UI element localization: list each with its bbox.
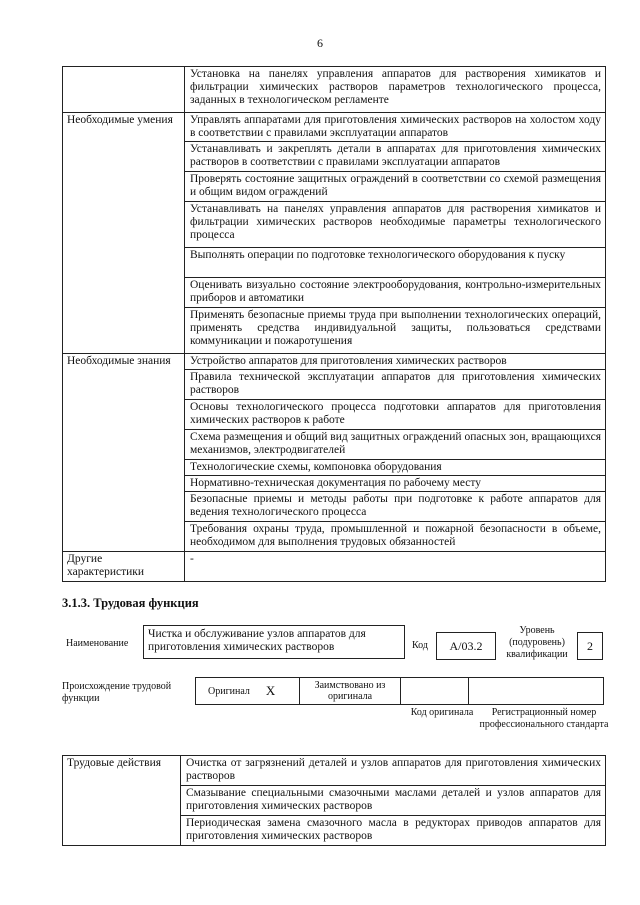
level-value-field: 2 — [577, 632, 603, 660]
table-cell: Схема размещения и общий вид защитных ограждений опасных зон, вращающихся механизмов, электродвигателей — [185, 430, 606, 460]
table-row — [63, 552, 606, 582]
table-cell: Очистка от загрязнений деталей и узлов аппаратов для приготовления химических растворов — [181, 756, 606, 786]
table-cell: Применять безопасные приемы труда при выполнении технологических операций, применять средства индивидуальной защиты, пользоваться средствами коммуникации и пожаротушения — [185, 308, 606, 354]
original-cell — [195, 677, 299, 705]
empty-label-cell — [63, 67, 185, 113]
table-cell: Нормативно-техническая документация по рабочему месту — [185, 476, 606, 492]
original-label: Оригинал — [208, 685, 250, 697]
origin-code-label: Код оригинала — [410, 707, 474, 718]
origin-label: Происхождение трудовой функции — [62, 681, 172, 704]
group-label-knowledge: Необходимые знания — [63, 354, 185, 552]
table-cell: Устанавливать на панелях управления аппаратов для растворения химикатов и фильтрации химических растворов необходимые параметры технологического процесса — [185, 202, 606, 248]
group-label-other: Другие характеристики — [63, 552, 185, 582]
level-label: Уровень (подуровень) квалификации — [506, 625, 568, 660]
table-cell: Технологические схемы, компоновка оборудования — [185, 460, 606, 476]
table-cell: Безопасные приемы и методы работы при подготовке к работе аппаратов для ведения технологического процесса — [185, 492, 606, 522]
labor-actions-table — [62, 755, 606, 846]
skills-knowledge-table — [62, 66, 606, 582]
table-cell: Требования охраны труда, промышленной и пожарной безопасности в объеме, необходимом для выполнения трудовых обязанностей — [185, 522, 606, 552]
table-cell: Устанавливать и закреплять детали в аппаратах для приготовления химических растворов в соответствии с правилами эксплуатации аппаратов — [185, 142, 606, 172]
table-cell: Периодическая замена смазочного масла в редукторах приводов аппаратов для приготовления химических растворов — [181, 816, 606, 846]
table-row — [63, 354, 606, 370]
table-cell: Оценивать визуально состояние электрооборудования, контрольно-измерительных приборов и автоматики — [185, 278, 606, 308]
table-cell: Управлять аппаратами для приготовления химических растворов на холостом ходу в соответствии с правилами эксплуатации аппаратов — [185, 113, 606, 142]
table-cell: Смазывание специальными смазочными маслами деталей и узлов аппаратов для приготовления химических растворов — [181, 786, 606, 816]
group-label-skills: Необходимые умения — [63, 113, 185, 354]
table-row — [63, 113, 606, 142]
section-title: 3.1.3. Трудовая функция — [62, 596, 199, 610]
table-cell: Проверять состояние защитных ограждений в соответствии со схемой размещения и общим видом ограждений — [185, 172, 606, 202]
function-name-field: Чистка и обслуживание узлов аппаратов для приготовления химических растворов — [143, 625, 405, 659]
group-label-actions: Трудовые действия — [63, 756, 181, 846]
page-number: 6 — [317, 36, 323, 50]
reg-number-label: Регистрационный номер профессионального стандарта — [479, 707, 609, 730]
table-row — [63, 756, 606, 786]
table-cell: Установка на панелях управления аппаратов для растворения химикатов и фильтрации химических растворов параметров технологического процесса, заданных в технологическом регламенте — [185, 67, 606, 113]
code-label: Код — [412, 640, 428, 651]
reg-number-cell — [468, 677, 604, 705]
origin-code-cell — [400, 677, 468, 705]
table-cell: - — [185, 552, 606, 582]
table-cell: Устройство аппаратов для приготовления химических растворов — [185, 354, 606, 370]
origin-row — [195, 677, 604, 705]
table-cell: Выполнять операции по подготовке технологического оборудования к пуску — [185, 248, 606, 278]
table-cell: Основы технологического процесса подготовки аппаратов для приготовления химических растворов к работе — [185, 400, 606, 430]
table-cell: Правила технической эксплуатации аппаратов для приготовления химических растворов — [185, 370, 606, 400]
original-mark: X — [265, 683, 276, 698]
name-label: Наименование — [66, 638, 129, 649]
code-value-field: A/03.2 — [436, 632, 496, 660]
table-row — [63, 67, 606, 113]
borrowed-cell: Заимствовано из оригинала — [299, 677, 400, 705]
